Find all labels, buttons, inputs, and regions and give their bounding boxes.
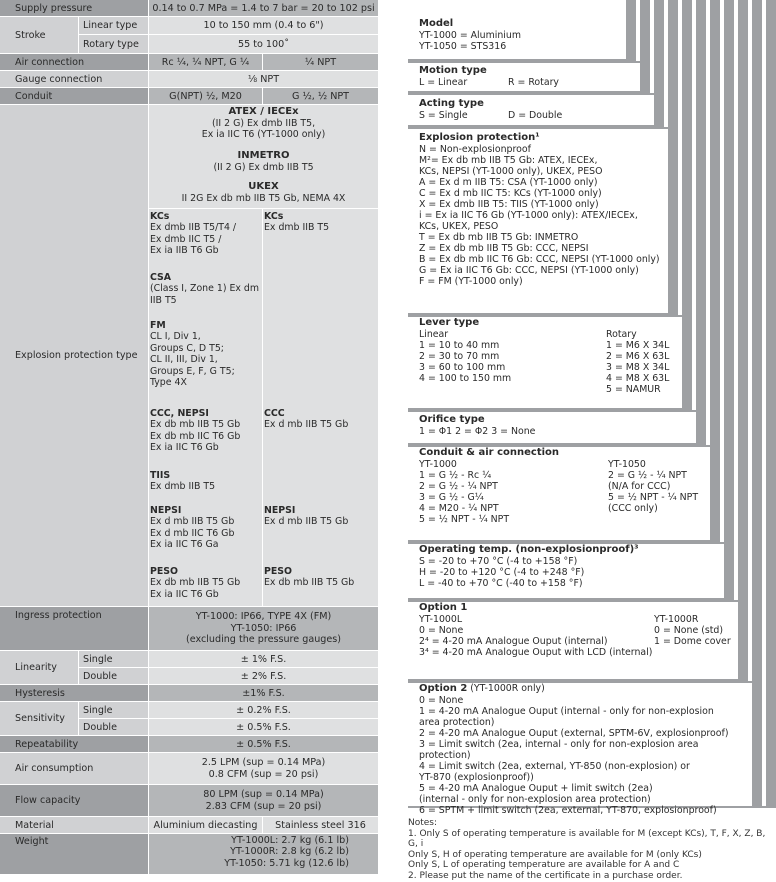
conduit-air-body-a: YT-1000 1 = G ½ - Rc ¼ 2 = G ½ - ¼ NPT 3 = G ½ - G¼ 4 = M20 - ¼ NPT 5 = ½ NPT - ¼ NPT [419,459,510,525]
acting-title: Acting type [419,98,484,109]
sensitivity-single-value: ± 0.2% F.S. [149,702,378,718]
model-title: Model [419,18,454,29]
conduit-air-title: Conduit & air connection [419,447,560,458]
linearity-single-label: Single [79,651,148,667]
notes: Notes: 1. Only S of operating temperature is available for M (except KCs), T, F, X, Z, B, G, i Only S, H of operating temperature are available for M (only KCs) Only S, L of operating temperature are available for A and C 2. Please put the name of the certificate in a purchase order. [408,818,766,881]
flow-capacity-label: Flow capacity [0,785,148,816]
supply-pressure-label: Supply pressure [0,0,148,16]
divider [149,208,378,209]
ordering-code-diagram [408,0,776,816]
hysteresis-label: Hysteresis [0,685,148,701]
lever-title: Lever type [419,317,480,328]
conduit-air-body-b: YT-1050 2 = G ½ - ¼ NPT (N/A for CCC) 5 = ½ NPT - ¼ NPT (CCC only) [608,459,699,514]
ccc-nepsi-title: CCC, NEPSI [150,408,209,419]
ccc-title: CCC [264,408,285,419]
fm-block [150,320,235,388]
option2-box [408,683,752,816]
motion-body-b: R = Rotary [508,77,559,88]
hysteresis-value: ±1% F.S. [149,685,378,701]
stroke-rotary-value: 55 to 100˚ [149,35,378,53]
kcs-a-body: Ex dmb IIB T5/T4 / Ex dmb IIC T5 / Ex ia IIB T6 Gb [150,222,237,257]
tiis-title: TIIS [150,470,171,481]
linearity-single-value: ± 1% F.S. [149,651,378,667]
nepsi-b-body: Ex d mb IIB T5 Gb [264,516,349,528]
material-value-b: Stainless steel 316 [263,817,378,833]
acting-body-b: D = Double [508,110,563,121]
explosion-box [408,129,668,313]
option2-title: Option 2 [419,683,468,694]
motion-title: Motion type [419,65,487,76]
ccc-nepsi-block [150,408,240,454]
flow-capacity-value: 80 LPM (sup = 0.14 MPa) 2.83 CFM (sup = 20 psi) [149,785,378,816]
motion-body-a: L = Linear [419,77,468,88]
stroke-linear-value: 10 to 150 mm (0.4 to 6") [149,17,378,34]
repeatability-label: Repeatability [0,736,148,752]
lever-body-b: Rotary 1 = M6 X 34L 2 = M6 X 63L 3 = M8 X 34L 4 = M8 X 63L 5 = NAMUR [606,329,670,395]
lever-body-a: Linear 1 = 10 to 40 mm 2 = 30 to 70 mm 3 = 60 to 100 mm 4 = 100 to 150 mm [419,329,512,384]
gauge-connection-value: ⅛ NPT [149,71,378,87]
linearity-double-label: Double [79,668,148,684]
nepsi-a-title: NEPSI [150,505,182,516]
inmetro-body: (II 2 G) Ex dmb IIB T5 [213,162,314,173]
fm-title: FM [150,320,166,331]
peso-b-title: PESO [264,566,292,577]
explosion-body: N = Non-explosionproof M²= Ex db mb IIB T5 Gb: ATEX, IECEx, KCs, NEPSI (YT-1000 only), UKEX, PESO A = Ex d m IIB T5: CSA (YT-1000 only) C = Ex d mb IIC T5: KCs (YT-1000 only) X = Ex dmb IIB T5: TIIS (YT-1000 only) i = Ex ia IIC T6 Gb (YT-1000 only): ATEX/IECEx, KCs, UKEX, PESO T = Ex db mb IIB T5 Gb: INMETRO Z = Ex db mb IIB T5 Gb: CCC, NEPSI B = Ex db mb IIC T6 Gb: CCC, NEPSI (YT-1000 only) G = Ex ia IIC T6 Gb: CCC, NEPSI (YT-1000 only) F = FM (YT-1000 only) [419,144,660,287]
tiis-body: Ex dmb IIB T5 [150,481,216,493]
csa-body: (Class I, Zone 1) Ex dm IIB T5 [150,283,260,306]
ukex-title: UKEX [248,181,279,192]
op-temp-body: S = -20 to +70 °C (-4 to +158 °F) H = -20 to +120 °C (-4 to +248 °F) L = -40 to +70 °C (-40 to +158 °F) [419,556,585,589]
peso-b-block [264,566,354,589]
divider [262,208,263,606]
air-consumption-value: 2.5 LPM (sup = 0.14 MPa) 0.8 CFM (sup = 20 psi) [149,753,378,784]
gauge-connection-label: Gauge connection [0,71,148,87]
ingress-protection-label: Ingress protection [0,607,148,650]
explosion-protection-label: Explosion protection type [0,105,148,606]
ingress-protection-value: YT-1000: IP66, TYPE 4X (FM) YT-1050: IP66 (excluding the pressure gauges) [149,607,378,650]
air-consumption-label: Air consumption [0,753,148,784]
linearity-label: Linearity [0,651,78,684]
model-box [408,15,626,59]
stroke-label: Stroke [0,17,78,53]
conduit-value-b: G ½, ½ NPT [263,88,378,104]
nepsi-a-body: Ex d mb IIB T5 Gb Ex d mb IIC T6 Gb Ex ia IIC T6 Ga [150,516,235,551]
sensitivity-single-label: Single [79,702,148,718]
conduit-value-a: G(NPT) ½, M20 [149,88,262,104]
conduit-label: Conduit [0,88,148,104]
option2-body: 0 = None 1 = 4-20 mA Analogue Ouput (internal - only for non-explosion area protection) 2 = 4-20 mA Analogue Ouput (external, SPTM-6V, explosionproof) 3 = Limit switch (2ea, internal - only for non-explosion area protection) 4 = Limit switch (2ea, external, YT-850 (non-explosion) or YT-870 (explosionproof)) 5 = 4-20 mA Analogue Ouput + limit switch (2ea) (internal - only for non-explosion area protection) 6 = SPTM + limit switch (2ea, external, YT-870, explosionproof) [419,695,729,816]
motion-box [408,63,640,91]
atex-iecex-title: ATEX / IECEx [228,106,299,117]
air-connection-value-b: ¼ NPT [263,54,378,70]
peso-a-title: PESO [150,566,178,577]
orifice-body: 1 = Φ1 2 = Φ2 3 = None [419,426,536,437]
ukex-body: II 2G Ex db mb IIB T5 Gb, NEMA 4X [181,193,346,204]
kcs-b-body: Ex dmb IIB T5 [264,222,330,234]
ukex-block [149,181,378,205]
atex-iecex-block [149,106,378,141]
csa-block [150,272,259,306]
acting-body-a: S = Single [419,110,468,121]
air-connection-value-a: Rc ¼, ¼ NPT, G ¼ [149,54,262,70]
ccc-nepsi-body: Ex db mb IIB T5 Gb Ex db mb IIC T6 Gb Ex ia IIC T6 Gb [150,419,241,454]
stroke-rotary-label: Rotary type [79,35,148,53]
kcs-b-block [264,211,329,234]
peso-a-block [150,566,240,600]
fm-body: CL I, Div 1, Groups C, D T5; CL II, III, Div 1, Groups E, F, G T5; Type 4X [150,331,235,389]
sensitivity-double-value: ± 0.5% F.S. [149,719,378,735]
acting-box [408,95,654,125]
stroke-linear-label: Linear type [79,17,148,34]
ccc-body: Ex d mb IIB T5 Gb [264,419,349,431]
tiis-block [150,470,215,493]
material-value-a: Aluminium diecasting [149,817,262,833]
option1-box [408,602,738,679]
option1-body-b: YT-1000R 0 = None (std) 1 = Dome cover [654,614,731,647]
weight-label: Weight [0,834,148,874]
csa-title: CSA [150,272,172,283]
repeatability-value: ± 0.5% F.S. [149,736,378,752]
nepsi-b-block [264,505,348,528]
sensitivity-double-label: Double [79,719,148,735]
nepsi-a-block [150,505,234,551]
model-body: YT-1000 = Aluminium YT-1050 = STS316 [419,30,521,52]
orifice-title: Orifice type [419,414,485,425]
option1-body-a: YT-1000L 0 = None 2⁴ = 4-20 mA Analogue Ouput (internal) 3⁴ = 4-20 mA Analogue Ouput with LCD (internal) [419,614,653,658]
peso-a-body: Ex db mb IIB T5 Gb Ex ia IIC T6 Gb [150,577,241,600]
ccc-block [264,408,348,431]
option2-title-suffix: (YT-1000R only) [467,683,545,694]
orifice-box [408,412,696,443]
peso-b-body: Ex db mb IIB T5 Gb [264,577,355,589]
atex-iecex-body: (II 2 G) Ex dmb IIB T5, Ex ia IIC T6 (YT-1000 only) [201,118,326,141]
inmetro-block [149,150,378,174]
kcs-a-block [150,211,236,257]
air-connection-label: Air connection [0,54,148,70]
inmetro-title: INMETRO [237,150,290,161]
material-label: Material [0,817,148,833]
op-temp-box [408,544,724,598]
kcs-a-title: KCs [150,211,170,222]
supply-pressure-value: 0.14 to 0.7 MPa = 1.4 to 7 bar = 20 to 102 psi [149,0,378,16]
option1-title: Option 1 [419,602,468,613]
lever-box [408,317,682,408]
weight-value: YT-1000L: 2.7 kg (6.1 lb) YT-1000R: 2.8 kg (6.2 lb) YT-1050: 5.71 kg (12.6 lb) [224,835,349,869]
kcs-b-title: KCs [264,211,284,222]
op-temp-title: Operating temp. (non-explosionproof)³ [419,544,639,555]
nepsi-b-title: NEPSI [264,505,296,516]
conduit-air-box [408,447,710,540]
sensitivity-label: Sensitivity [0,702,78,735]
explosion-title: Explosion protection¹ [419,132,540,143]
linearity-double-value: ± 2% F.S. [149,668,378,684]
